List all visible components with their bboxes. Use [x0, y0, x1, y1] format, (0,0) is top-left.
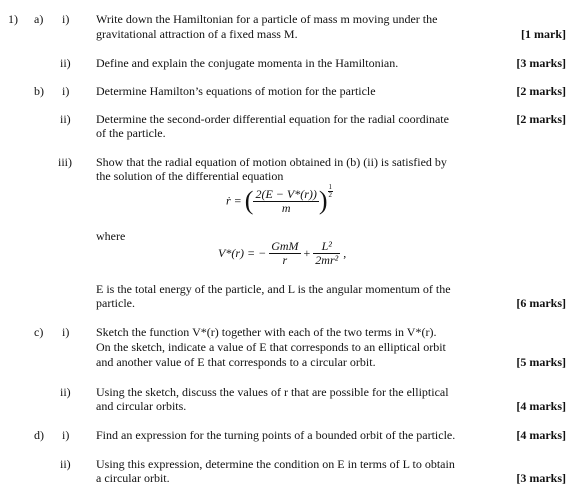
part-a-i-text-1: Write down the Hamiltonian for a particle of mass m moving under the	[96, 12, 438, 26]
part-d-ii-mark: [3 marks]	[516, 471, 566, 485]
part-a-ii-mark: [3 marks]	[516, 56, 566, 70]
paren-open: (	[244, 186, 254, 215]
equation-rdot-denominator: m	[281, 200, 291, 215]
part-a-i-mark: [1 mark]	[521, 27, 566, 41]
equation-rdot-fraction	[253, 188, 318, 215]
part-b-i-text-1: Determine Hamilton’s equations of motion for the particle	[96, 84, 376, 98]
part-c-ii-number: ii)	[60, 385, 71, 399]
part-b-i-number: i)	[62, 84, 70, 98]
term1-denominator: r	[282, 253, 288, 267]
part-d-ii-number: ii)	[60, 457, 71, 471]
part-b-iii-text-3: E is the total energy of the particle, and L is the angular momentum of the	[96, 282, 451, 296]
part-a-i-number: i)	[62, 12, 70, 26]
part-c-i-text-2: On the sketch, indicate a value of E that corresponds to an elliptical orbit	[96, 340, 446, 354]
part-c-ii-mark: [4 marks]	[516, 399, 566, 413]
equation-rdot	[226, 183, 333, 220]
part-d-i-mark: [4 marks]	[516, 428, 566, 442]
where-label: where	[96, 229, 126, 243]
part-b-ii-number: ii)	[60, 112, 71, 126]
part-b-iii-number: iii)	[58, 155, 72, 169]
equation-rdot-exponent	[328, 184, 334, 199]
part-c-label: c)	[34, 325, 44, 339]
exponent-numerator: 1	[328, 183, 333, 191]
equation-rdot-lhs: ṙ =	[226, 193, 242, 208]
part-a-ii-number: ii)	[60, 56, 71, 70]
part-b-iii-mark: [6 marks]	[516, 296, 566, 310]
part-b-iii-text-4: particle.	[96, 296, 135, 310]
part-b-label: b)	[34, 84, 44, 98]
part-c-i-text-1: Sketch the function V*(r) together with each of the two terms in V*(r).	[96, 325, 437, 339]
equation-rdot-numerator: 2(E − V*(r))	[255, 186, 317, 201]
equation-vstar-comma: ,	[343, 246, 347, 260]
part-d-label: d)	[34, 428, 44, 442]
equation-vstar-term1	[269, 240, 300, 267]
question-number: 1)	[8, 12, 18, 26]
equation-effective-potential	[218, 240, 346, 274]
part-b-iii-text-2: the solution of the differential equation	[96, 169, 284, 183]
part-b-i-mark: [2 marks]	[516, 84, 566, 98]
part-b-ii-text-1: Determine the second-order differential equation for the radial coordinate	[96, 112, 449, 126]
term2-numerator: L²	[313, 240, 340, 254]
part-d-i-number: i)	[62, 428, 70, 442]
part-d-ii-text-2: a circular orbit.	[96, 471, 170, 485]
part-c-ii-text-2: and circular orbits.	[96, 399, 187, 413]
equation-vstar-lhs: V*(r) = −	[218, 246, 267, 260]
paren-close: )	[318, 186, 328, 215]
part-c-i-text-3: and another value of E that corresponds to a circular orbit.	[96, 355, 376, 369]
part-d-i-text-1: Find an expression for the turning points of a bounded orbit of the particle.	[96, 428, 456, 442]
term2-denominator: 2mr²	[315, 253, 339, 267]
part-a-ii-text-1: Define and explain the conjugate momenta in the Hamiltonian.	[96, 56, 399, 70]
part-a-i-text-2: gravitational attraction of a fixed mass M.	[96, 27, 298, 41]
plus-sign: +	[303, 246, 311, 260]
part-d-ii-text-1: Using this expression, determine the condition on E in terms of L to obtain	[96, 457, 455, 471]
exponent-denominator: 2	[328, 191, 333, 199]
equation-vstar-term2	[313, 240, 340, 267]
part-a-label: a)	[34, 12, 44, 26]
part-c-ii-text-1: Using the sketch, discuss the values of r that are possible for the elliptical	[96, 385, 449, 399]
term1-numerator: GmM	[271, 239, 299, 253]
part-b-iii-text-1: Show that the radial equation of motion obtained in (b) (ii) is satisfied by	[96, 155, 447, 169]
part-b-ii-text-2: of the particle.	[96, 126, 166, 140]
part-c-i-mark: [5 marks]	[516, 355, 566, 369]
part-c-i-number: i)	[62, 325, 70, 339]
part-b-ii-mark: [2 marks]	[516, 112, 566, 126]
